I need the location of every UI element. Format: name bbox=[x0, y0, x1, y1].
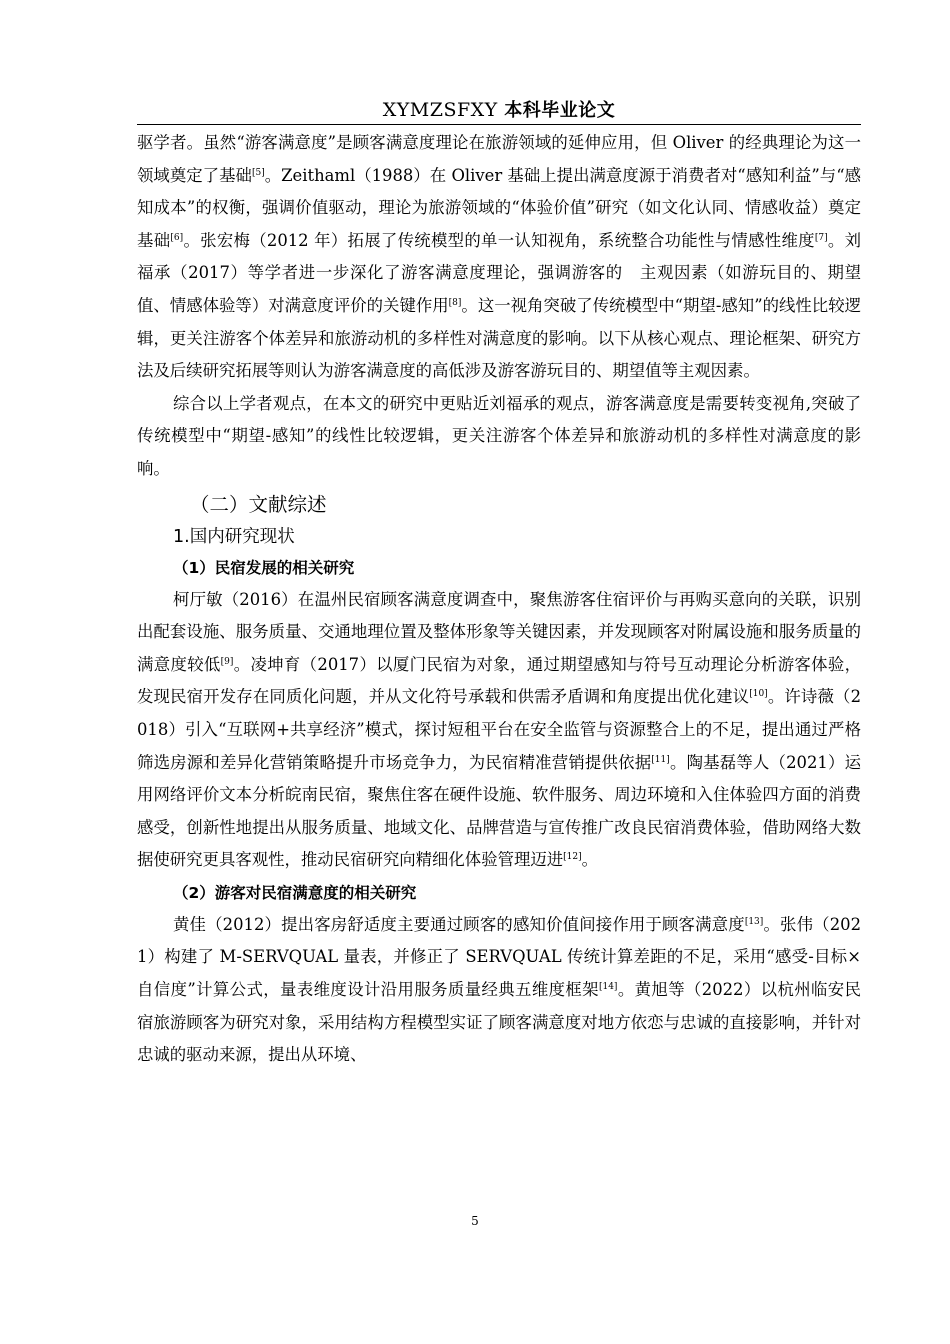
citation-13: [13] bbox=[744, 916, 764, 927]
citation-6: [6] bbox=[170, 232, 184, 243]
subsection-heading: 1.国内研究现状 bbox=[173, 526, 295, 547]
topic-heading-1: （1）民宿发展的相关研究 bbox=[173, 558, 355, 577]
citation-7: [7] bbox=[814, 232, 828, 243]
body-text bbox=[137, 127, 861, 1072]
paragraph-summary: 综合以上学者观点，在本文的研究中更贴近刘福承的观点，游客满意度是需要转变视角,突破了传统模型中“期望-感知”的线性比较逻辑，更关注游客个体差异和旅游动机的多样性对满意度的影响。 bbox=[137, 393, 861, 478]
page-number: 5 bbox=[471, 1214, 479, 1228]
citation-5: [5] bbox=[251, 167, 265, 178]
citation-11: [11] bbox=[651, 754, 670, 765]
paragraph-satisfaction-research: 黄佳（2012）提出客房舒适度主要通过顾客的感知价值间接作用于顾客满意度[13]。张伟（2021）构建了 M-SERVQUAL 量表，并修正了 SERVQUAL 传统计算差距的不足，采用“感受-目标×自信度”计算公式，量表维度设计沿用服务质量经典五维度框架[14]。黄旭等（2022）以杭州临安民宿旅游顾客为研究对象，采用结构方程模型实证了顾客满意度对地方依恋与忠诚的直接影响，并针对忠诚的驱动来源，提出从环境、 bbox=[137, 914, 861, 1065]
section-heading: （二）文献综述 bbox=[190, 492, 327, 516]
paragraph-theory: 驱学者。虽然“游客满意度”是顾客满意度理论在旅游领域的延伸应用，但 Oliver 的经典理论为这一领域奠定了基础[5]。Zeithaml（1988）在 Oliver 基础上提出满意度源于消费者对“感知利益”与“感知成本”的权衡，强调价值驱动，理论为旅游领域的“体验价值”研究（如文化认同、情感收益）奠定基础[6]。张宏梅（2012 年）拓展了传统模型的单一认知视角，系统整合功能性与情感性维度[7]。刘福承（2017）等学者进一步深化了游客满意度理论，强调游客的 主观因素（如游玩目的、期望值、情感体验等）对满意度评价的关键作用[8]。这一视角突破了传统模型中“期望-感知”的线性比较逻辑，更关注游客个体差异和旅游动机的多样性对满意度的影响。以下从核心观点、理论框架、研究方法及后续研究拓展等则认为游客满意度的高低涉及游客游玩目的、期望值等主观因素。 bbox=[137, 133, 862, 381]
header-rule bbox=[137, 124, 861, 125]
citation-14: [14] bbox=[598, 982, 618, 993]
header-title: 本科毕业论文 bbox=[504, 100, 616, 121]
running-header bbox=[137, 96, 861, 122]
citation-10: [10] bbox=[749, 689, 768, 700]
paragraph-domestic-research: 柯厅敏（2016）在温州民宿顾客满意度调查中，聚焦游客住宿评价与再购买意向的关联，识别出配套设施、服务质量、交通地理位置及整体形象等关键因素，并发现顾客对附属设施和服务质量的满意度较低[9]。凌坤育（2017）以厦门民宿为对象，通过期望感知与符号互动理论分析游客体验，发现民宿开发存在同质化问题，并从文化符号承载和供需矛盾调和角度提出优化建议[10]。许诗薇（2018）引入“互联网+共享经济”模式，探讨短租平台在安全监管与资源整合上的不足，提出通过严格筛选房源和差异化营销策略提升市场竞争力，为民宿精准营销提供依据[11]。陶基磊等人（2021）运用网络评价文本分析皖南民宿，聚焦住客在硬件设施、软件服务、周边环境和入住体验四方面的消费感受，创新性地提出从服务质量、地域文化、品牌营造与宣传推广改良民宿消费体验，借助网络大数据使研究更具客观性，推动民宿研究向精细化体验管理迈进[12]。 bbox=[137, 589, 862, 870]
citation-12: [12] bbox=[563, 852, 582, 863]
topic-heading-2: （2）游客对民宿满意度的相关研究 bbox=[173, 883, 417, 902]
citation-8: [8] bbox=[448, 297, 462, 308]
citation-9: [9] bbox=[220, 656, 234, 667]
header-prefix: XYMZSFXY bbox=[382, 99, 498, 121]
